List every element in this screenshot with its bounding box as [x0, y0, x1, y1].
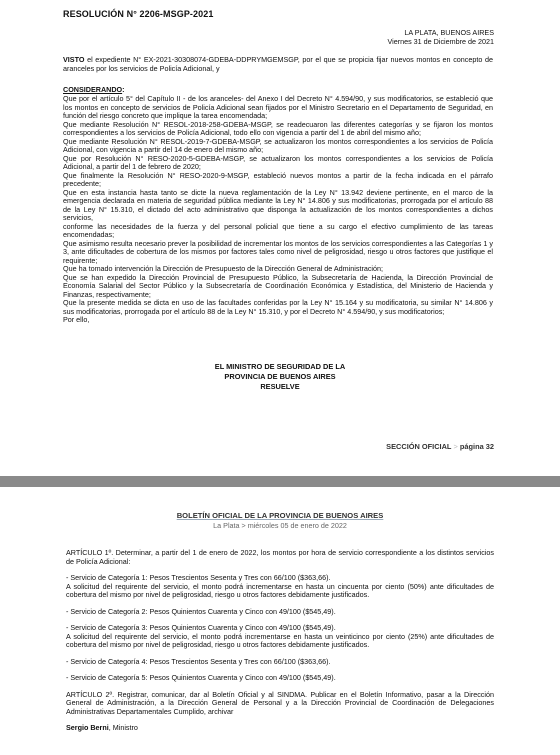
- place-date-block: [387, 29, 494, 46]
- considerando-heading: CONSIDERANDO:: [63, 85, 125, 94]
- article-paragraph: ARTÍCULO 1º. Determinar, a partir del 1 de enero de 2022, los montos por hora de servicio correspondiente a los distintos servicios de Policía Adicional:: [66, 548, 494, 566]
- considerando-paragraph: Que se han expedido la Dirección Provincial de Presupuesto Público, la Subsecretaría de Hacienda, la Dirección Provincial de Economía Salarial del Sector Público y la Subsecretaría de Coordinación Económica y Estadística, del Ministerio de Hacienda y Finanzas, respectivamente;: [63, 272, 493, 299]
- considerando-paragraph: Que la presente medida se dicta en uso de las facultades conferidas por la Ley N° 15.164 y su modificatoria, su similar N° 14.806 y sus modificatorias, prorrogada por el artículo 88 de la Ley N° 15.310, y por el Decreto N° 4.594/90, y sus modificatorios;: [63, 298, 493, 316]
- visto-label: VISTO: [63, 55, 85, 64]
- visto-paragraph: [63, 56, 493, 73]
- visto-text: el expediente N° EX-2021-30308074-GDEBA-DDPRYMGEMSGP, por el que se propicia fijar nuevos montos en concepto de aranceles por los servicios de Policía Adicional, y: [63, 55, 493, 73]
- considerando-label: CONSIDERANDO: [63, 85, 123, 94]
- minister-line-2: PROVINCIA DE BUENOS AIRES: [224, 371, 336, 381]
- considerando-paragraph: Que por Resolución N° RESO-2020-5-GDEBA-MSGP, se actualizaron los montos correspondientes a los servicios de Policía Adicional, a partir del 1 de febrero de 2020;: [63, 153, 493, 171]
- page-footer: [386, 442, 494, 451]
- document-page-2: [0, 487, 560, 755]
- article-paragraph: A solicitud del requirente del servicio, el monto podrá incrementarse en hasta un veinticinco por ciento (25%) ante dificultades de cobertura del mismo por nivel de peligrosidad, riesgo u otros factores debidamente justificados.: [66, 631, 494, 649]
- article-paragraph: - Servicio de Categoría 3: Pesos Quinientos Cuarenta y Cinco con 49/100 ($545,49).: [66, 623, 336, 632]
- signer-name: Sergio Berni: [66, 723, 109, 732]
- resolution-title: RESOLUCIÓN N° 2206-MSGP-2021: [63, 9, 214, 19]
- place-line: LA PLATA, BUENOS AIRES: [404, 28, 494, 37]
- footer-section: SECCIÓN OFICIAL: [386, 442, 452, 451]
- footer-page-number: página 32: [459, 442, 494, 451]
- considerando-paragraph: Que mediante Resolución N° RESOL-2018-258-GDEBA-MSGP, se readecuaron las diferentes categorías y se fijaron los montos correspondientes a los servicios de Policía Adicional, todo ello con vigencia a partir del 1 de abril del mismo año;: [63, 119, 493, 137]
- signer-role: , Ministro: [108, 723, 138, 732]
- considerando-body: [63, 95, 493, 325]
- bulletin-header-date: La Plata > miércoles 05 de enero de 2022: [213, 521, 347, 530]
- resuelve-line: RESUELVE: [260, 381, 300, 391]
- minister-block: [0, 362, 560, 391]
- considerando-paragraph: conforme las necesidades de la fuerza y del personal policial que tiene a su cargo el efectivo cumplimiento de las tareas encomendadas;: [63, 221, 493, 239]
- considerando-paragraph: Por ello,: [63, 315, 90, 324]
- considerando-paragraph: Que finalmente la Resolución N° RESO-2020-9-MSGP, estableció nuevos montos a partir de la fecha indicada en el párrafo precedente;: [63, 170, 493, 188]
- article-paragraph: - Servicio de Categoría 1: Pesos Trescientos Sesenta y Tres con 66/100 ($363,66).: [66, 573, 331, 582]
- footer-separator: >: [453, 442, 458, 451]
- considerando-paragraph: Que asimismo resulta necesario prever la posibilidad de incrementar los montos de los servicios correspondientes a las Categorías 1 y 3, ante dificultades de cobertura de los mismos por factores tales como nivel de peligrosidad, riesgo u otros factores que justifique el requirente;: [63, 238, 493, 265]
- articles-body: [66, 549, 494, 733]
- minister-line-1: EL MINISTRO DE SEGURIDAD DE LA: [214, 362, 346, 371]
- article-paragraph: ARTÍCULO 2º. Registrar, comunicar, dar al Boletín Oficial y al SINDMA. Publicar en el Boletín Informativo, pasar a la Dirección General de Administración, a la Dirección General de Personal y a la Dirección Provincial de Coordinación de Delegaciones Administrativas Departamentales Cumplido, archivar: [66, 689, 494, 716]
- signature-line: [66, 724, 494, 733]
- considerando-paragraph: Que ha tomado intervención la Dirección de Presupuesto de la Dirección General de Administración;: [63, 264, 384, 273]
- article-paragraph: - Servicio de Categoría 4: Pesos Trescientos Sesenta y Tres con 66/100 ($363,66).: [66, 656, 331, 666]
- considerando-paragraph: Que por el artículo 5° del Capítulo II - de los aranceles- del Anexo I del Decreto N° 4.594/90, y sus modificatorios, se estableció que los montos en concepto de servicios de Policía Adicional sean fijados por el Ministro Secretario en el Departamento de Seguridad, en función del riesgo concreto que implique la tarea encomendada;: [63, 94, 493, 120]
- article-paragraph: A solicitud del requirente del servicio, el monto podrá incrementarse en hasta un cincuenta por ciento (50%) ante dificultades de cobertura del mismo por nivel de peligrosidad, riesgo u otros factores debidamente justificados.: [66, 581, 494, 599]
- considerando-paragraph: Que mediante Resolución N° RESOL-2019-7-GDEBA-MSGP, se actualizaron los montos correspondientes a los servicios de Policía Adicional, con vigencia a partir del 14 de enero del mismo año;: [63, 136, 493, 154]
- bulletin-header-title: BOLETÍN OFICIAL DE LA PROVINCIA DE BUENOS AIRES: [176, 511, 384, 520]
- considerando-paragraph: Que en esta instancia hasta tanto se dicte la nueva reglamentación de la Ley N° 13.942 deviene pertinente, en el marco de la emergencia declarada en materia de seguridad pública mediante la Ley N° 14.806 y sus modificatorias, prorrogada por el artículo 88 de la Ley N° 15.310, el dictado del acto administrativo que disponga la actualización de los montos correspondientes a dichos servicios,: [63, 187, 493, 222]
- article-paragraph: - Servicio de Categoría 5: Pesos Quinientos Cuarenta y Cinco con 49/100 ($545,49).: [66, 673, 336, 682]
- article-paragraph: - Servicio de Categoría 2: Pesos Quinientos Cuarenta y Cinco con 49/100 ($545,49).: [66, 606, 336, 616]
- date-line: Viernes 31 de Diciembre de 2021: [387, 36, 494, 46]
